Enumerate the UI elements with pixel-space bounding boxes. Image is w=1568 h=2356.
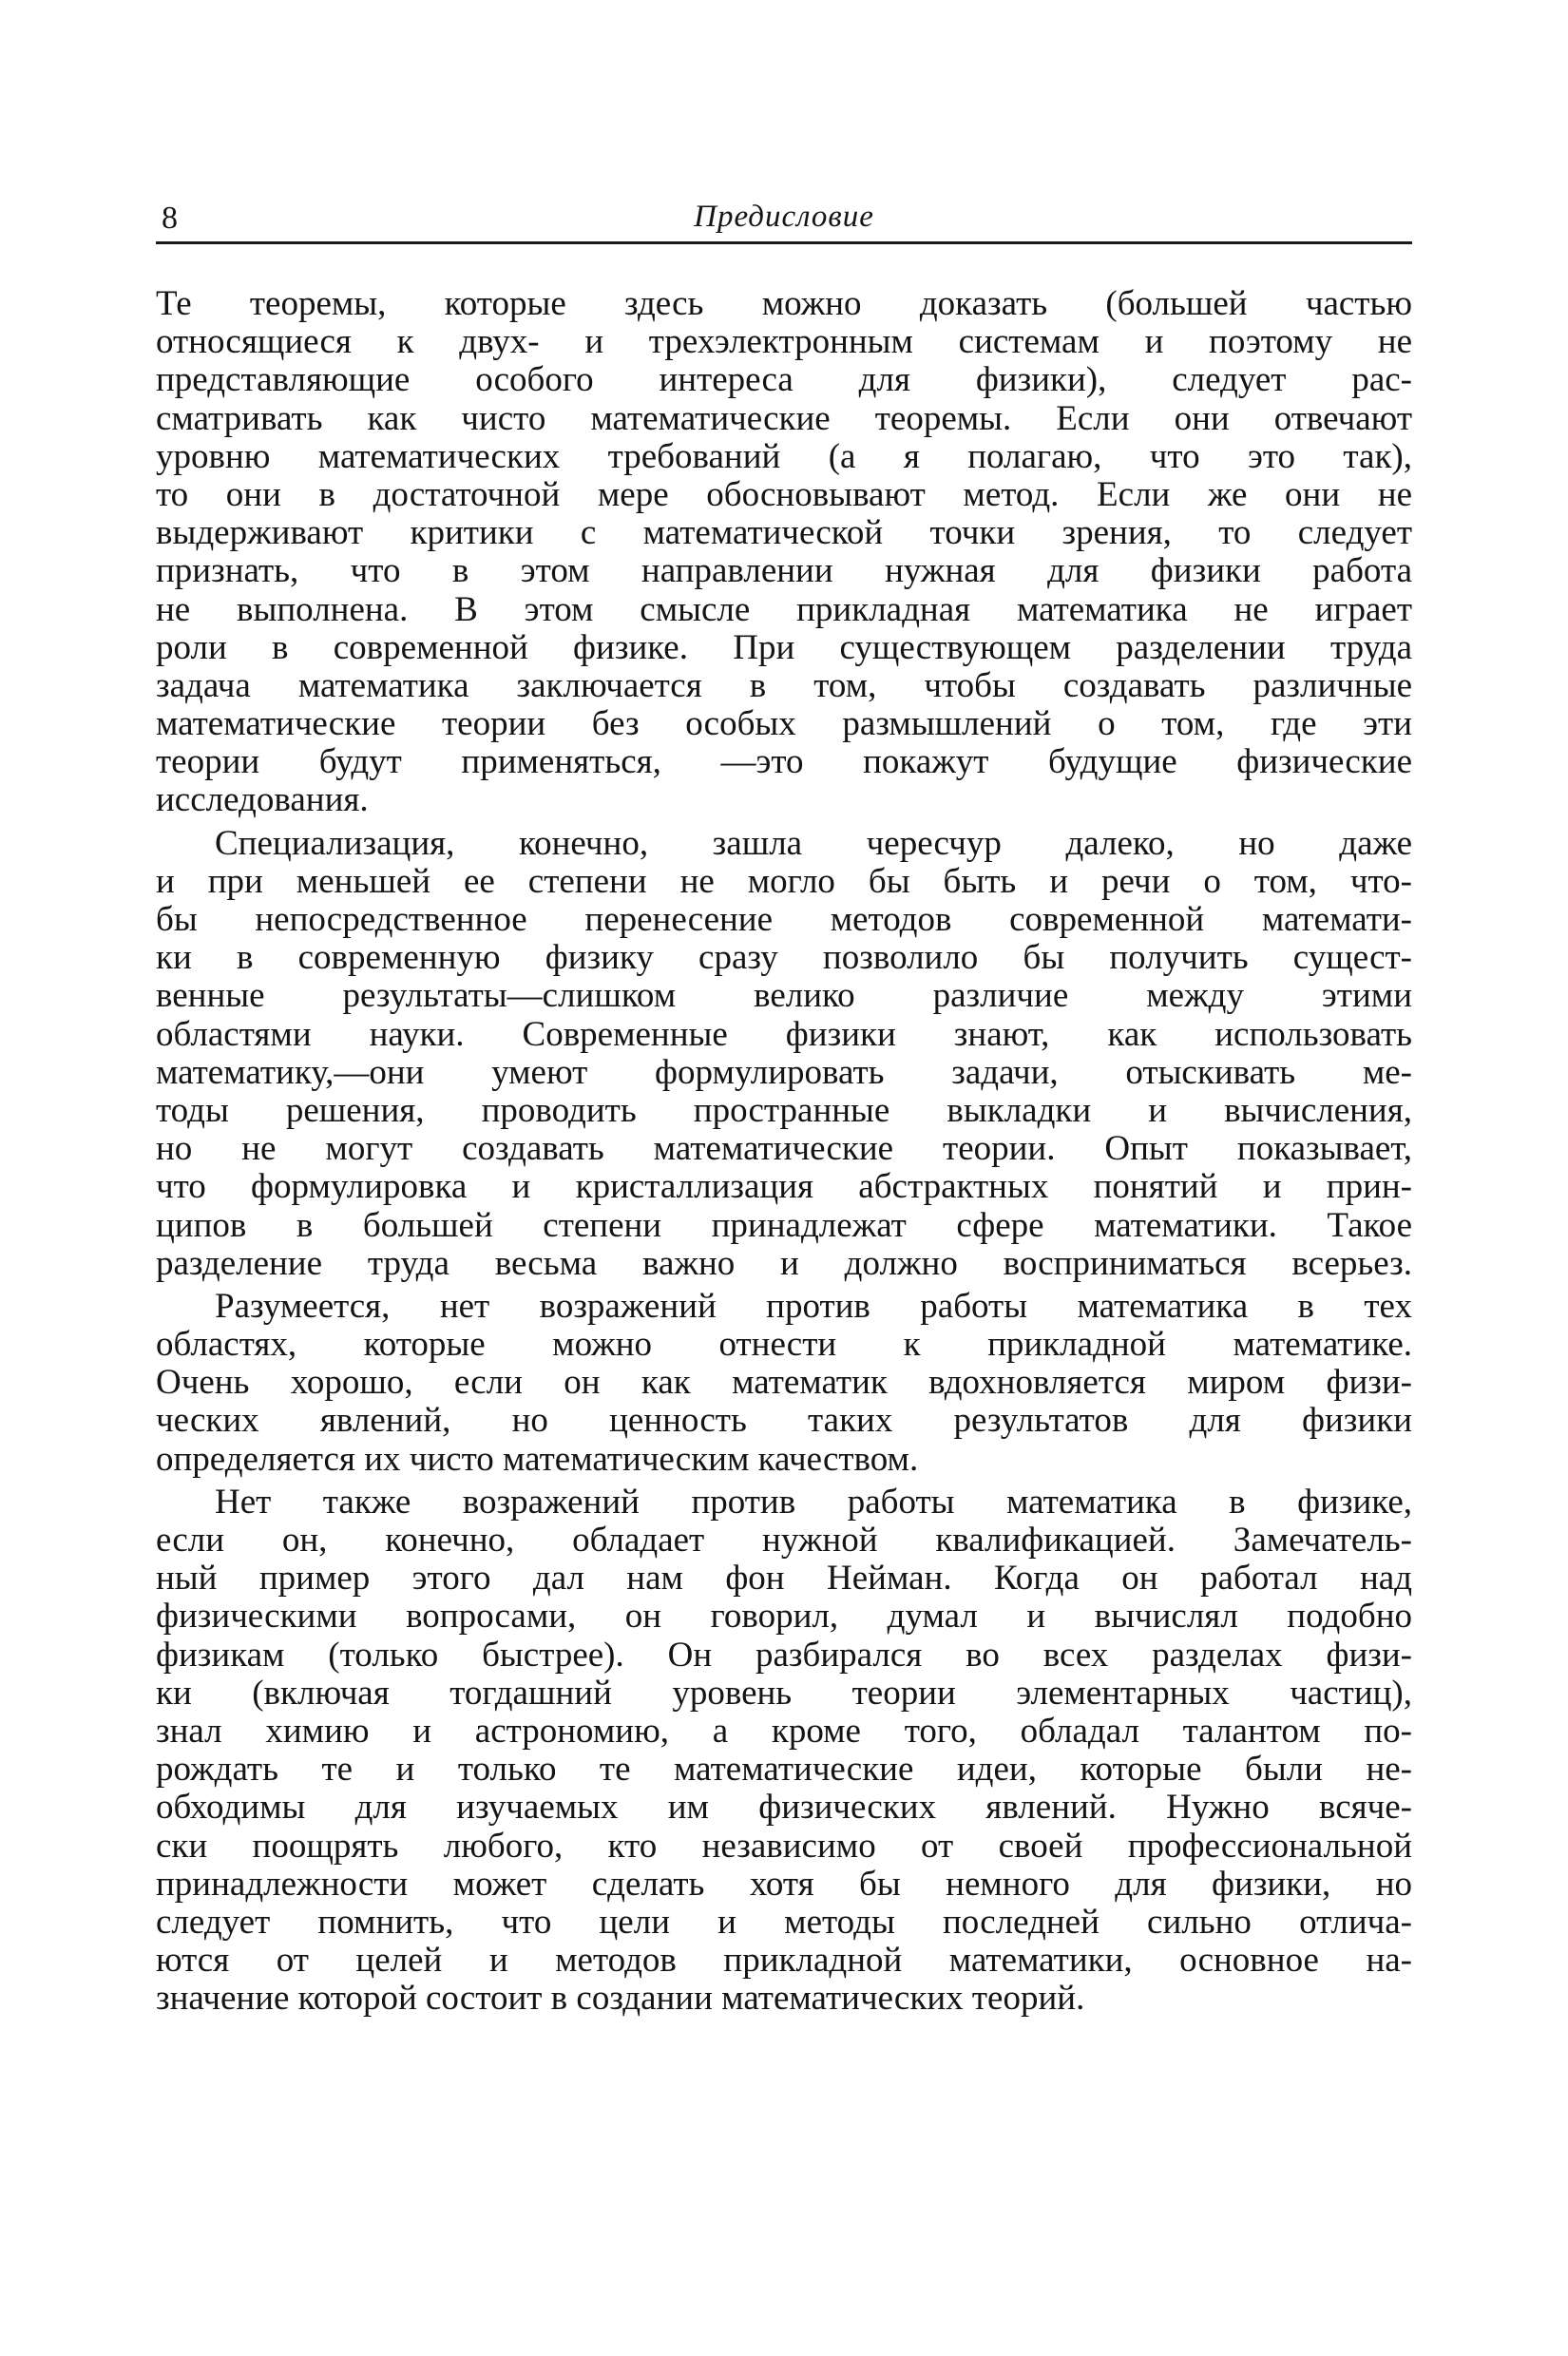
- text-line: принадлежности может сделать хотя бы немного для физики, но: [156, 1864, 1412, 1904]
- text-line: если он, конечно, обладает нужной квалификацией. Замечатель-: [156, 1521, 1412, 1560]
- text-line: физическими вопросами, он говорил, думал и вычислял подобно: [156, 1597, 1412, 1637]
- paragraph-4: [156, 1484, 1412, 2019]
- text-line: сматривать как чисто математические теоремы. Если они отвечают: [156, 398, 1412, 438]
- text-line: не выполнена. В этом смысле прикладная математика не играет: [156, 589, 1412, 629]
- text-line: определяется их чисто математическим качеством.: [156, 1439, 919, 1479]
- page-number: 8: [162, 201, 178, 236]
- text-line: ски поощрять любого, кто независимо от своей профессиональной: [156, 1826, 1412, 1866]
- text-line: то они в достаточной мере обосновывают метод. Если же они не: [156, 474, 1412, 514]
- paragraph-3: [156, 1288, 1412, 1479]
- text-line: знал химию и астрономию, а кроме того, обладал талантом по-: [156, 1711, 1412, 1751]
- text-line: значение которой состоит в создании математических теорий.: [156, 1979, 1085, 2019]
- text-line: исследования.: [156, 780, 369, 820]
- text-line: выдерживают критики с математической точки зрения, то следует: [156, 513, 1412, 553]
- text-line: физикам (только быстрее). Он разбирался во всех разделах физи-: [156, 1635, 1412, 1675]
- text-line: ки (включая тогдашний уровень теории элементарных частиц),: [156, 1673, 1412, 1713]
- running-head: [156, 196, 1412, 244]
- text-line: Нет также возражений против работы математика в физике,: [215, 1482, 1412, 1522]
- text-line: математику,—они умеют формулировать задачи, отыскивать ме-: [156, 1052, 1412, 1092]
- text-line: Специализация, конечно, зашла чересчур далеко, но даже: [215, 823, 1412, 863]
- text-line: представляющие особого интереса для физики), следует рас-: [156, 360, 1412, 400]
- text-line: но не могут создавать математические теории. Опыт показывает,: [156, 1129, 1412, 1169]
- text-line: уровню математических требований (а я полагаю, что это так),: [156, 436, 1412, 476]
- text-line: теории будут применяться, —это покажут будущие физические: [156, 742, 1412, 782]
- text-line: ческих явлений, но ценность таких результатов для физики: [156, 1401, 1412, 1441]
- text-line: математические теории без особых размышлений о том, где эти: [156, 704, 1412, 744]
- text-line: что формулировка и кристаллизация абстрактных понятий и прин-: [156, 1167, 1412, 1207]
- text-line: ный пример этого дал нам фон Нейман. Когда он работал над: [156, 1559, 1412, 1599]
- text-line: разделение труда весьма важно и должно восприниматься всерьез.: [156, 1243, 1412, 1283]
- text-line: бы непосредственное перенесение методов современной математи-: [156, 900, 1412, 939]
- body-text: [156, 285, 1412, 2018]
- text-line: Те теоремы, которые здесь можно доказать (большей частью: [156, 284, 1412, 323]
- text-line: ки в современную физику сразу позволило бы получить сущест-: [156, 938, 1412, 978]
- text-line: Очень хорошо, если он как математик вдохновляется миром физи-: [156, 1363, 1412, 1403]
- running-title: Предисловие: [694, 200, 874, 234]
- text-line: ципов в большей степени принадлежат сфере математики. Такое: [156, 1205, 1412, 1245]
- text-line: Разумеется, нет возражений против работы математика в тех: [215, 1286, 1412, 1326]
- text-line: обходимы для изучаемых им физических явлений. Нужно всяче-: [156, 1788, 1412, 1828]
- text-line: венные результаты—слишком велико различие между этими: [156, 976, 1412, 1016]
- text-line: областями науки. Современные физики знают, как использовать: [156, 1014, 1412, 1054]
- text-line: следует помнить, что цели и методы последней сильно отлича-: [156, 1902, 1412, 1942]
- paragraph-1: [156, 285, 1412, 820]
- text-line: роли в современной физике. При существующем разделении труда: [156, 627, 1412, 667]
- text-line: тоды решения, проводить пространные выкладки и вычисления,: [156, 1090, 1412, 1130]
- text-line: ются от целей и методов прикладной математики, основное на-: [156, 1941, 1412, 1981]
- text-line: признать, что в этом направлении нужная для физики работа: [156, 551, 1412, 591]
- text-line: относящиеся к двух- и трехэлектронным системам и поэтому не: [156, 322, 1412, 362]
- text-line: и при меньшей ее степени не могло бы быть и речи о том, что-: [156, 861, 1412, 901]
- text-line: рождать те и только те математические идеи, которые были не-: [156, 1750, 1412, 1790]
- text-line: областях, которые можно отнести к прикладной математике.: [156, 1325, 1412, 1365]
- paragraph-2: [156, 825, 1412, 1283]
- text-line: задача математика заключается в том, чтобы создавать различные: [156, 665, 1412, 705]
